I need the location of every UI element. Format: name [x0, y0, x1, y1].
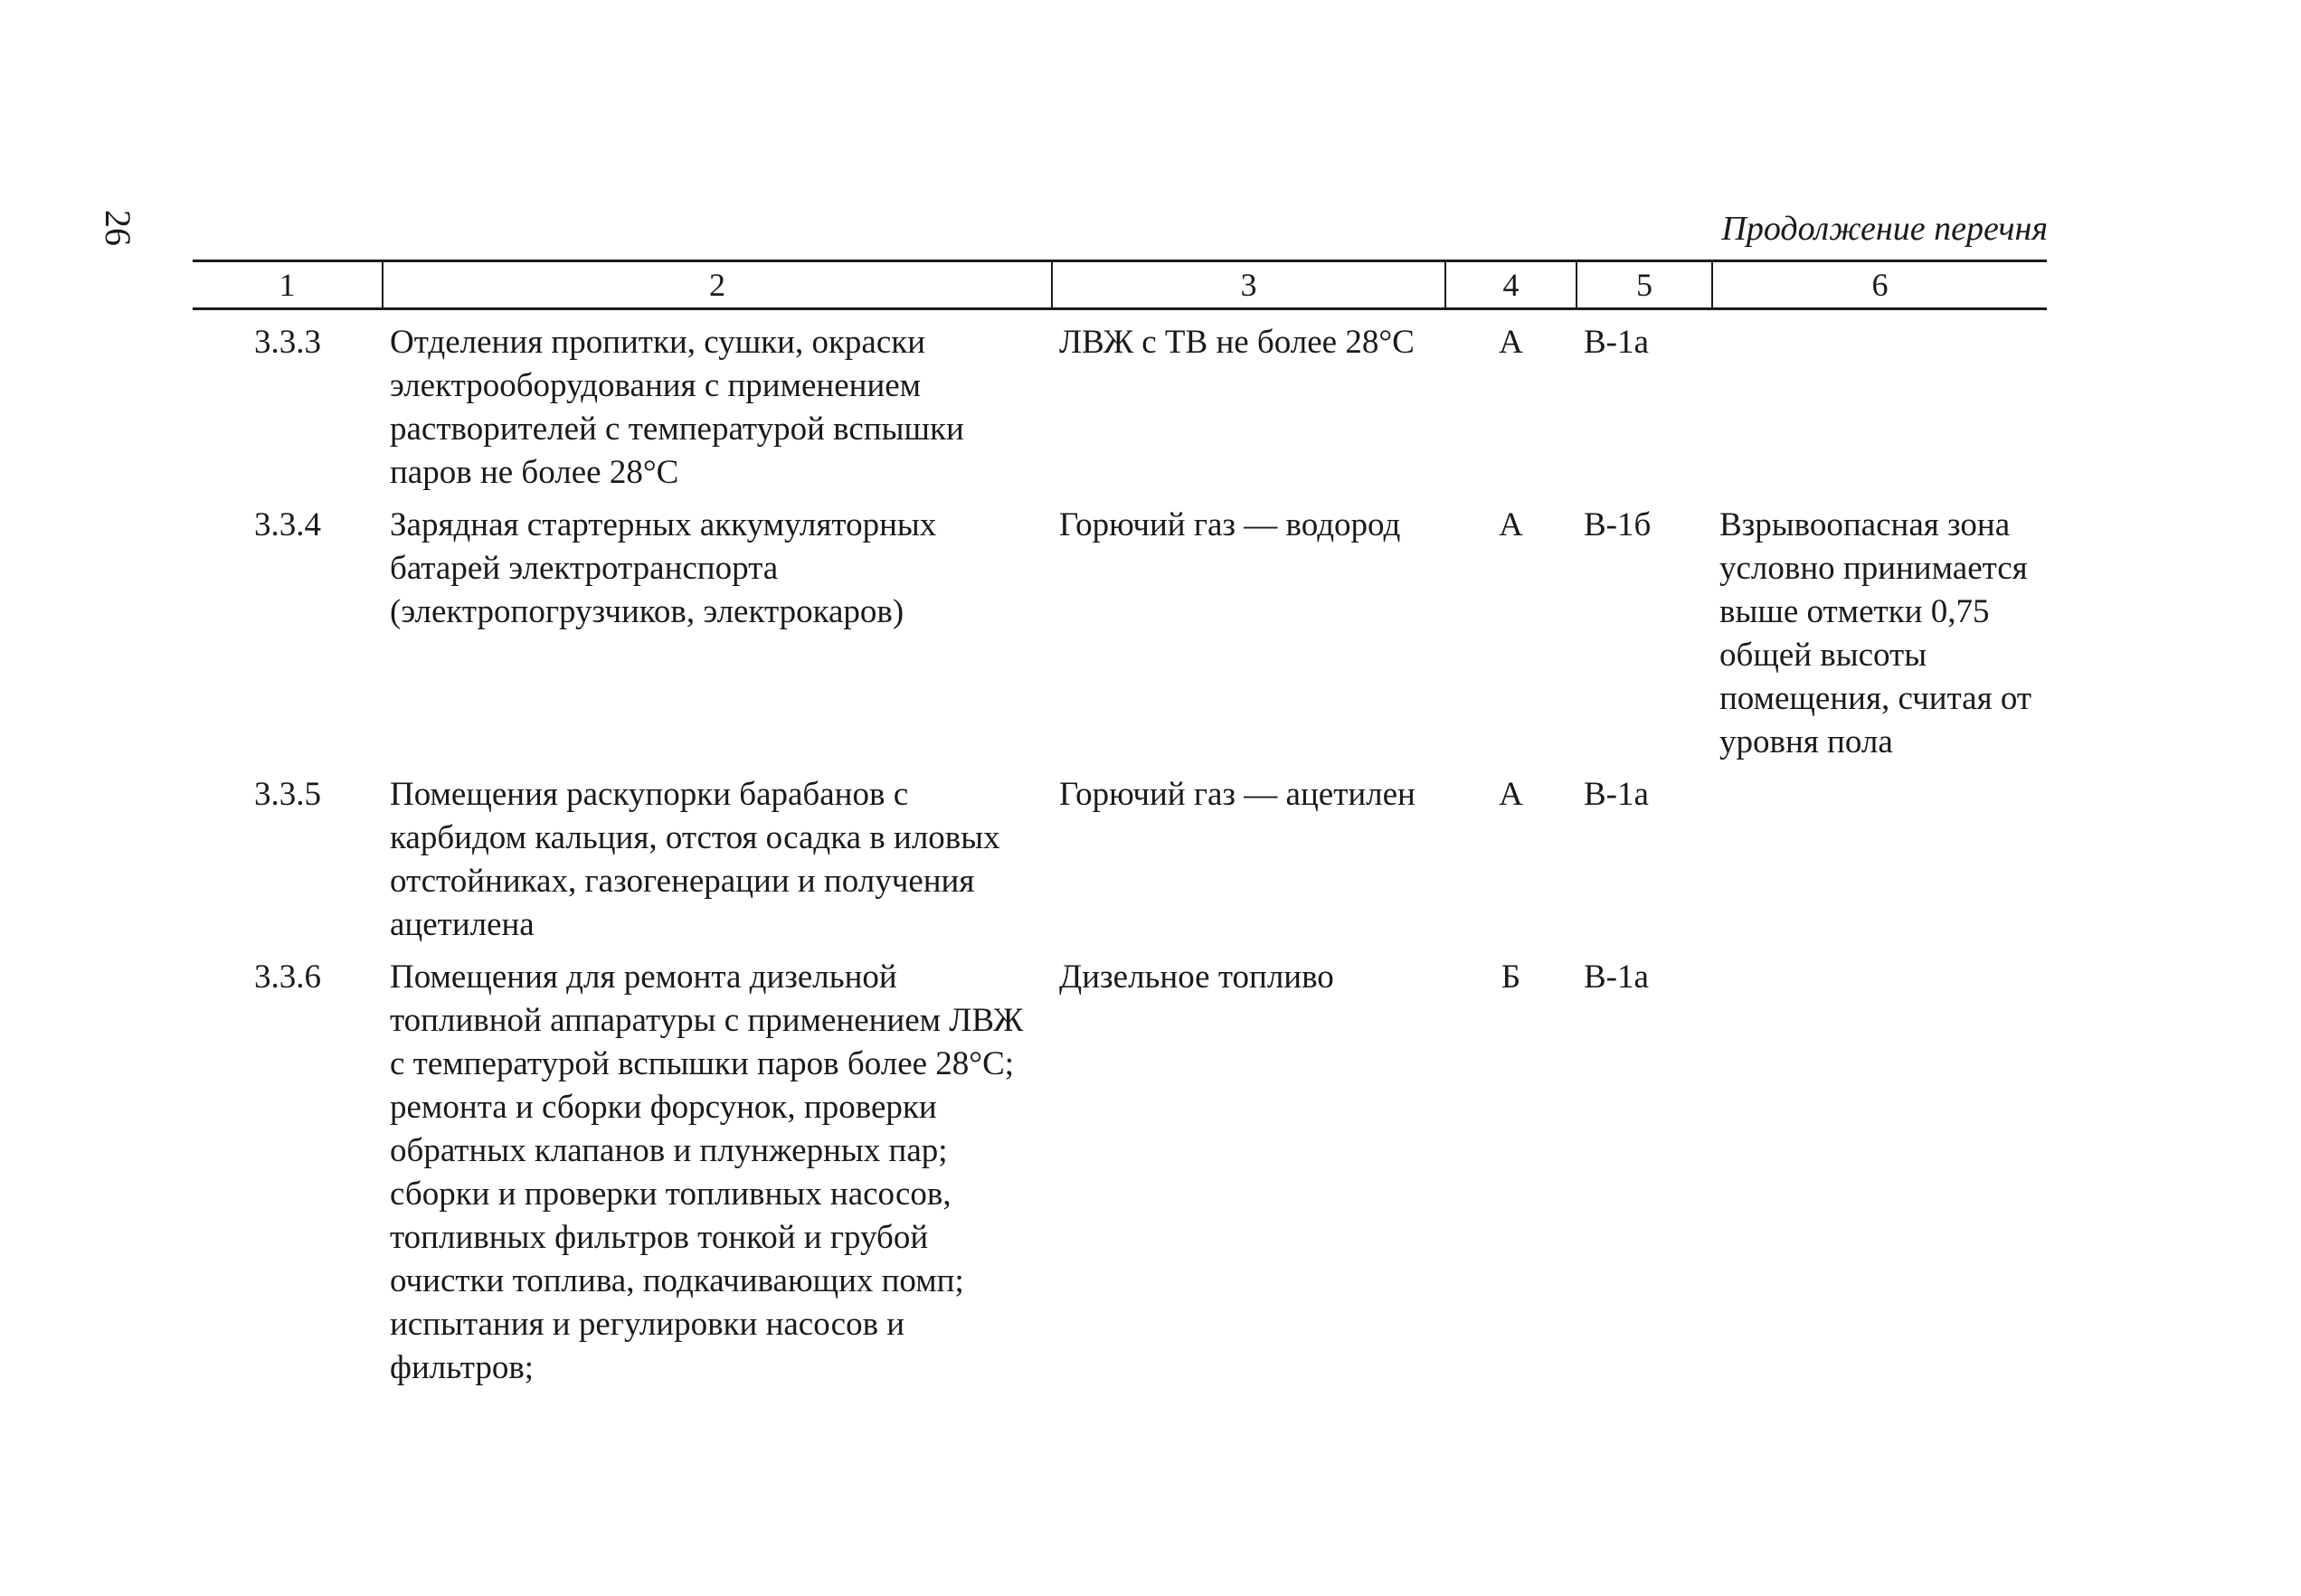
substance: Горючий газ — ацетилен — [1059, 776, 1416, 813]
row-number: 3.3.3 — [254, 324, 321, 361]
zone-class: В-1б — [1584, 506, 1652, 543]
zone-class: В-1а — [1584, 776, 1649, 813]
category: А — [1499, 776, 1523, 813]
table-row — [193, 309, 2047, 499]
zone-class: В-1а — [1584, 324, 1649, 361]
column-header-2: 2 — [383, 261, 1052, 309]
column-header-5: 5 — [1577, 261, 1712, 309]
category: А — [1499, 506, 1523, 543]
table-header-row — [193, 261, 2047, 309]
page-number: 26 — [98, 210, 138, 246]
substance: Дизельное топливо — [1059, 959, 1334, 996]
table-row — [193, 768, 2047, 950]
room-name: Зарядная стартерных аккумуляторных батарей электротранспорта (электропогрузчиков, электрокаров) — [390, 506, 937, 630]
room-name: Помещения раскупорки барабанов с карбидом кальция, отстоя осадка в иловых отстойниках, газогенерации и получения ацетилена — [390, 776, 1000, 943]
column-header-6: 6 — [1712, 261, 2047, 309]
row-number: 3.3.6 — [254, 959, 321, 996]
room-name: Помещения для ремонта дизельной топливной аппаратуры с применением ЛВЖ с температурой вспышки паров более 28°С; ремонта и сборки форсунок, проверки обратных клапанов и плунжерных пар; сборки и проверки топливных насосов, топливных фильтров тонкой и грубой очистки топлива, подкачивающих помп; испытания и регулировки насосов и фильтров; — [390, 959, 1024, 1386]
row-number: 3.3.5 — [254, 776, 321, 813]
column-header-3: 3 — [1052, 261, 1445, 309]
zone-class: В-1а — [1584, 959, 1649, 996]
continuation-label: Продолжение перечня — [1721, 210, 2048, 248]
table-row — [193, 950, 2047, 1393]
room-name: Отделения пропитки, сушки, окраски электрооборудования с применением растворителей с температурой вспышки паров не более 28°С — [390, 324, 964, 491]
category: А — [1499, 324, 1523, 361]
note — [1712, 950, 2047, 1393]
substance: Горючий газ — водород — [1059, 506, 1401, 543]
substance: ЛВЖ с ТВ не более 28°С — [1059, 324, 1415, 361]
row-number: 3.3.4 — [254, 506, 321, 543]
column-header-4: 4 — [1445, 261, 1577, 309]
note — [1712, 768, 2047, 950]
category: Б — [1501, 959, 1521, 996]
note — [1712, 309, 2047, 499]
table-row — [193, 498, 2047, 768]
column-header-1: 1 — [193, 261, 383, 309]
equipment-table — [193, 260, 2047, 1393]
note: Взрывоопасная зона условно принимается выше отметки 0,75 общей высоты помещения, считая от уровня пола — [1719, 506, 2032, 760]
